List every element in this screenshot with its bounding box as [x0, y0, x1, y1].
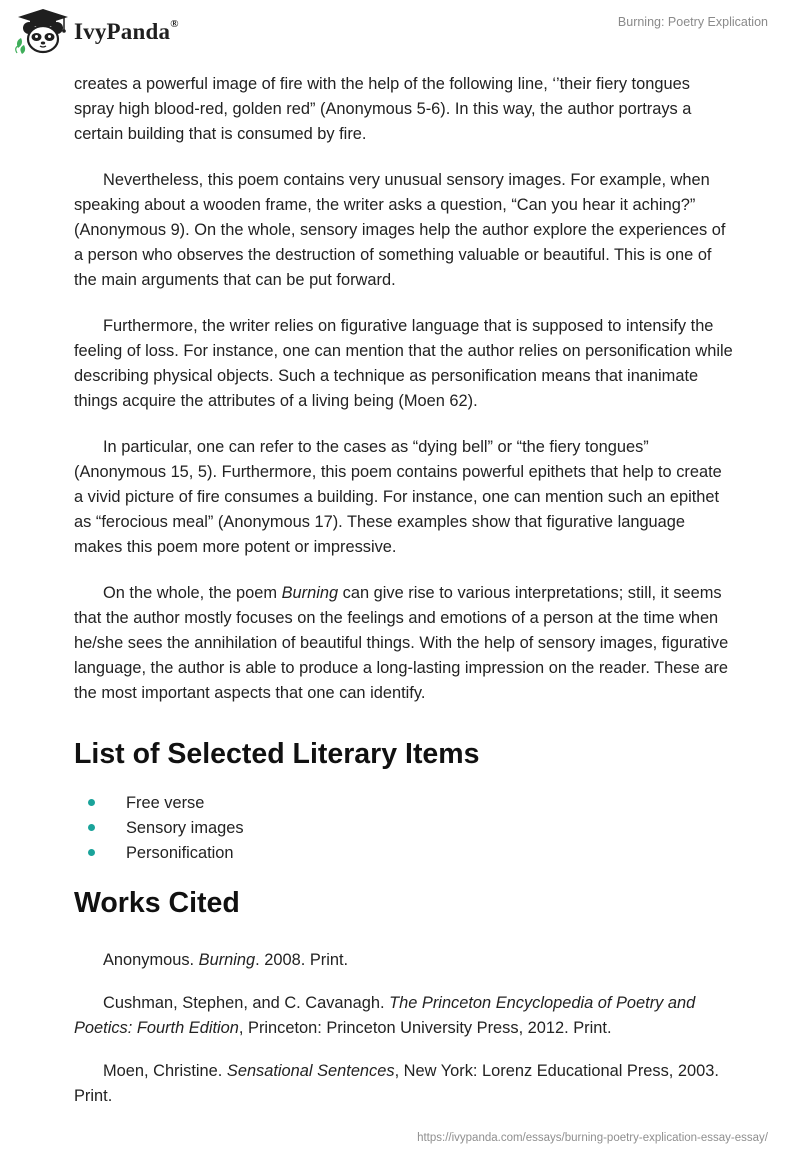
- bullet-icon: [88, 799, 95, 806]
- paragraph: Furthermore, the writer relies on figurative language that is supposed to intensify the feeling of loss. For instance, one can mention that the author relies on personification while describing physical objects. Such a technique as personification means that inanimate things acquire the attributes of a living being (Moen 62).: [74, 317, 733, 410]
- paragraph: Nevertheless, this poem contains very unusual sensory images. For example, when speaking about a wooden frame, the writer asks a question, “Can you hear it aching?” (Anonymous 9). On the whole, sensory images help the author explore the experiences of a person who observes the destruction of something valuable or beautiful. This is one of the main arguments that can be put forward.: [74, 171, 726, 289]
- bullet-icon: [88, 824, 95, 831]
- bullet-icon: [88, 849, 95, 856]
- page-header: [0, 0, 800, 70]
- logo-text: IvyPanda®: [74, 18, 179, 44]
- poem-title: Burning: [281, 584, 339, 602]
- literary-items-list: [74, 791, 734, 866]
- citation: Moen, Christine. Sensational Sentences, New York: Lorenz Educational Press, 2003. Print.: [74, 1062, 719, 1105]
- ivypanda-logo[interactable]: [14, 8, 179, 56]
- document-title: Burning: Poetry Explication: [617, 15, 768, 29]
- paragraph: In particular, one can refer to the cases as “dying bell” or “the fiery tongues” (Anonymous 15, 5). Furthermore, this poem contains powerful epithets that help to create a vivid picture of fire consumes a building. For instance, one can mention such an epithet as “ferocious meal” (Anonymous 17). These examples show that figurative language makes this poem more potent or impressive.: [74, 438, 722, 556]
- panda-icon: [14, 8, 72, 56]
- citation: Cushman, Stephen, and C. Cavanagh. The Princeton Encyclopedia of Poetry and Poetics: Fourth Edition, Princeton: Princeton University Press, 2012. Print.: [74, 994, 696, 1037]
- works-cited-list: [74, 948, 734, 1109]
- citation: Anonymous. Burning. 2008. Print.: [103, 951, 349, 969]
- paragraph: On the whole, the poem Burning can give rise to various interpretations; still, it seems that the author mostly focuses on the feelings and emotions of a person at the time when he/she sees the annihilation of beautiful things. With the help of sensory images, figurative language, the author is able to produce a long-lasting impression on the reader. These are the most important aspects that one can identify.: [74, 584, 729, 702]
- literary-items-heading: List of Selected Literary Items: [74, 738, 480, 770]
- essay-content: [74, 72, 734, 1127]
- works-cited-heading: Works Cited: [74, 887, 240, 919]
- list-item: Personification: [74, 841, 734, 866]
- source-url[interactable]: https://ivypanda.com/essays/burning-poetry-explication-essay-essay/: [417, 1132, 768, 1144]
- list-item: Free verse: [74, 791, 734, 816]
- paragraph: creates a powerful image of fire with the help of the following line, ‘’their fiery tongues spray high blood-red, golden red” (Anonymous 5-6). In this way, the author portrays a certain building that is consumed by fire.: [74, 75, 692, 143]
- list-item: Sensory images: [74, 816, 734, 841]
